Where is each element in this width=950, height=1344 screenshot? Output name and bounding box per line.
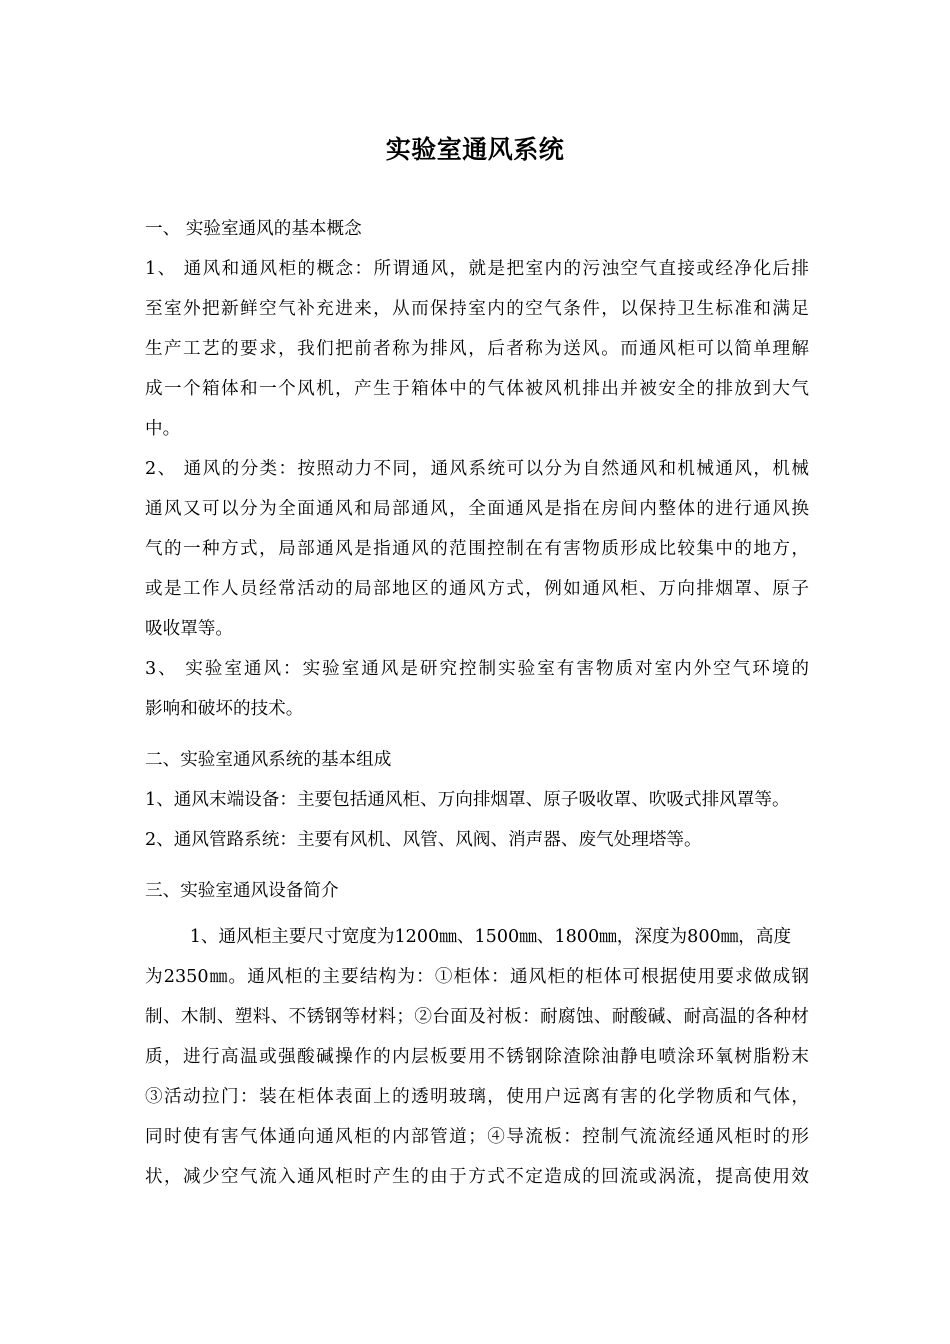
- paragraph-line: 1、通风末端设备：主要包括通风柜、万向排烟罩、原子吸收罩、吹吸式排风罩等。: [145, 790, 790, 810]
- paragraph-line: 制、木制、塑料、不锈钢等材料；②台面及衬板：耐腐蚀、耐酸碱、耐高温的各种材: [145, 1007, 809, 1027]
- paragraph-line: 影响和破坏的技术。: [145, 699, 304, 719]
- section-heading-2: 二、实验室通风系统的基本组成: [145, 750, 392, 770]
- paragraph-line: 1、 通风和通风柜的概念：所谓通风，就是把室内的污浊空气直接或经净化后排: [145, 259, 809, 279]
- paragraph-line: 生产工艺的要求，我们把前者称为排风，后者称为送风。而通风柜可以简单理解: [145, 339, 809, 359]
- document-body: [145, 209, 809, 1197]
- paragraph-line: 中。: [145, 419, 181, 439]
- paragraph-line: 2、通风管路系统：主要有风机、风管、风阀、消声器、废气处理塔等。: [145, 830, 702, 850]
- paragraph-gap: [145, 860, 809, 871]
- paragraph-line: 质，进行高温或强酸碱操作的内层板要用不锈钢除渣除油静电喷涂环氧树脂粉末: [145, 1047, 809, 1067]
- paragraph-line: 或是工作人员经常活动的局部地区的通风方式，例如通风柜、万向排烟罩、原子: [145, 579, 809, 599]
- paragraph-line: 成一个箱体和一个风机，产生于箱体中的气体被风机排出并被安全的排放到大气: [145, 379, 809, 399]
- paragraph-line: 3、 实验室通风：实验室通风是研究控制实验室有害物质对室内外空气环境的: [145, 659, 809, 679]
- paragraph-gap: [145, 729, 809, 740]
- paragraph-line: 同时使有害气体通向通风柜的内部管道；④导流板：控制气流流经通风柜时的形: [145, 1127, 809, 1147]
- paragraph-line: 1、通风柜主要尺寸宽度为1200㎜、1500㎜、1800㎜，深度为800㎜，高度: [145, 927, 792, 947]
- section-heading-1: 一、 实验室通风的基本概念: [145, 219, 362, 239]
- paragraph-line: 为2350㎜。通风柜的主要结构为：①柜体：通风柜的柜体可根据使用要求做成钢: [145, 967, 809, 987]
- paragraph-line: 2、 通风的分类：按照动力不同，通风系统可以分为自然通风和机械通风，机械: [145, 459, 809, 479]
- paragraph-line: 状，减少空气流入通风柜时产生的由于方式不定造成的回流或涡流，提高使用效: [145, 1167, 809, 1187]
- paragraph-line: 气的一种方式，局部通风是指通风的范围控制在有害物质形成比较集中的地方，: [145, 539, 809, 559]
- document-title: 实验室通风系统: [385, 135, 565, 164]
- paragraph-line: 吸收罩等。: [145, 619, 233, 639]
- paragraph-line: 通风又可以分为全面通风和局部通风，全面通风是指在房间内整体的进行通风换: [145, 499, 809, 519]
- section-heading-3: 三、实验室通风设备简介: [145, 881, 339, 901]
- paragraph-line: ③活动拉门：装在柜体表面上的透明玻璃，使用户远离有害的化学物质和气体，: [145, 1087, 809, 1107]
- paragraph-line: 至室外把新鲜空气补充进来，从而保持室内的空气条件，以保持卫生标准和满足: [145, 299, 809, 319]
